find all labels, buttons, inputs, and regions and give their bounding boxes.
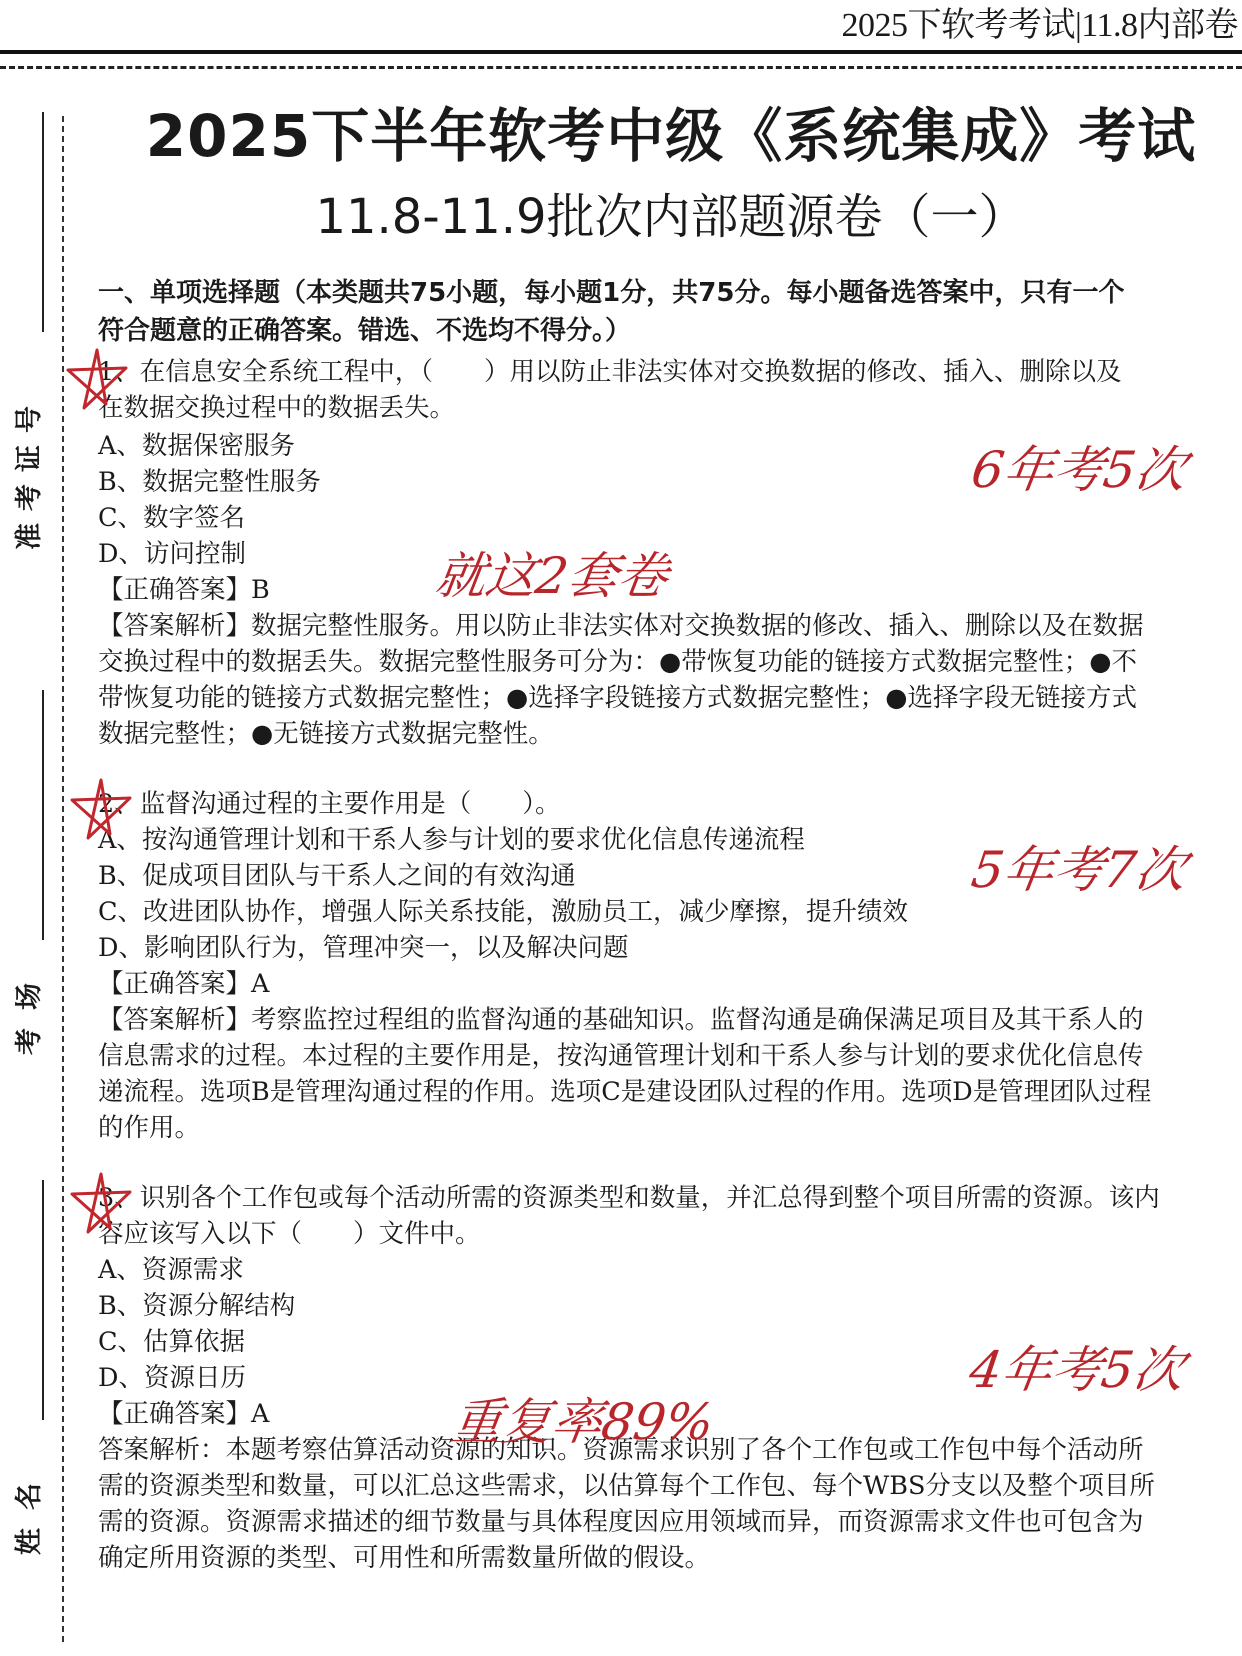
question-3-answer: 【正确答案】A bbox=[98, 1399, 270, 1429]
question-1-option-b: B、数据完整性服务 bbox=[98, 467, 321, 497]
question-2-answer: 【正确答案】A bbox=[98, 969, 270, 999]
question-2-option-d: D、影响团队行为，管理冲突一，以及解决问题 bbox=[98, 933, 629, 963]
question-2-analysis: 信息需求的过程。本过程的主要作用是，按沟通管理计划和干系人参与计划的要求优化信息传 bbox=[98, 1041, 1144, 1071]
question-3-option-b: B、资源分解结构 bbox=[98, 1291, 296, 1321]
handwritten-note-q2: 5年考7次 bbox=[967, 841, 1190, 899]
handwritten-note-q1: 6年考5次 bbox=[967, 441, 1190, 499]
question-3-stem: 容应该写入以下（ ）文件中。 bbox=[98, 1219, 481, 1249]
hand-drawn-star-icon bbox=[62, 346, 132, 416]
hand-drawn-star-icon bbox=[66, 776, 136, 846]
question-2-stem: 2、监督沟通过程的主要作用是（ ）。 bbox=[98, 789, 561, 819]
side-label-name: 姓名 bbox=[14, 1465, 45, 1555]
question-2-analysis: 递流程。选项B是管理沟通过程的作用。选项C是建设团队过程的作用。选项D是管理团队过程 bbox=[98, 1077, 1152, 1107]
question-2-option-b: B、促成项目团队与干系人之间的有效沟通 bbox=[98, 861, 576, 891]
question-2-option-a: A、按沟通管理计划和干系人参与计划的要求优化信息传递流程 bbox=[98, 825, 805, 855]
question-3-stem: 3、识别各个工作包或每个活动所需的资源类型和数量，并汇总得到整个项目所需的资源。该内 bbox=[98, 1183, 1160, 1213]
header-rule bbox=[0, 50, 1242, 54]
margin-line bbox=[42, 690, 44, 940]
question-1-option-d: D、访问控制 bbox=[98, 539, 246, 569]
question-1-option-c: C、数字签名 bbox=[98, 503, 246, 533]
question-1-analysis: 交换过程中的数据丢失。数据完整性服务可分为：●带恢复功能的链接方式数据完整性；●不 bbox=[98, 647, 1138, 677]
question-3-option-d: D、资源日历 bbox=[98, 1363, 246, 1393]
header-dashed-divider bbox=[0, 66, 1242, 69]
section-heading bbox=[98, 274, 1208, 350]
handwritten-note-sets: 就这2套卷 bbox=[431, 547, 672, 605]
question-1-answer: 【正确答案】B bbox=[98, 575, 270, 605]
question-3-analysis: 需的资源。资源需求描述的细节数量与具体程度因应用领域而异，而资源需求文件也可包含为 bbox=[98, 1507, 1144, 1537]
question-3-option-a: A、资源需求 bbox=[98, 1255, 244, 1285]
handwritten-note-rate: 重复率89% bbox=[447, 1393, 718, 1451]
question-1-analysis: 【答案解析】数据完整性服务。用以防止非法实体对交换数据的修改、插入、删除以及在数据 bbox=[98, 611, 1144, 641]
question-2-analysis: 的作用。 bbox=[98, 1113, 201, 1143]
question-1-option-a: A、数据保密服务 bbox=[98, 431, 295, 461]
question-3-option-c: C、估算依据 bbox=[98, 1327, 246, 1357]
question-3-analysis: 需的资源类型和数量，可以汇总这些需求，以估算每个工作包、每个WBS分支以及整个项目所 bbox=[98, 1471, 1155, 1501]
question-1-stem: 在数据交换过程中的数据丢失。 bbox=[98, 393, 456, 423]
question-1-stem: 1、在信息安全系统工程中，（ ）用以防止非法实体对交换数据的修改、插入、删除以及 bbox=[98, 357, 1122, 387]
question-3-analysis: 确定所用资源的类型、可用性和所需数量所做的假设。 bbox=[98, 1543, 711, 1573]
side-label-exam-room: 考场 bbox=[14, 965, 45, 1055]
page-subtitle: 11.8-11.9批次内部题源卷（一） bbox=[315, 189, 1027, 245]
margin-line bbox=[42, 1180, 44, 1420]
header-tag: 2025下软考考试|11.8内部卷 bbox=[841, 7, 1238, 44]
question-3-analysis: 答案解析：本题考察估算活动资源的知识。资源需求识别了各个工作包或工作包中每个活动所 bbox=[98, 1435, 1144, 1465]
section-heading-line: 符合题意的正确答案。错选、不选均不得分。） bbox=[98, 316, 632, 346]
question-1-analysis: 数据完整性；●无链接方式数据完整性。 bbox=[98, 719, 554, 749]
page-title: 2025下半年软考中级《系统集成》考试 bbox=[145, 102, 1197, 170]
question-2-option-c: C、改进团队协作，增强人际关系技能，激励员工，减少摩擦，提升绩效 bbox=[98, 897, 909, 927]
question-1-analysis: 带恢复功能的链接方式数据完整性；●选择字段链接方式数据完整性；●选择字段无链接方式 bbox=[98, 683, 1138, 713]
margin-line bbox=[42, 112, 44, 332]
side-label-ticket-no: 准考证号 bbox=[14, 394, 45, 550]
handwritten-note-q3: 4年考5次 bbox=[965, 1341, 1188, 1399]
hand-drawn-star-icon bbox=[66, 1170, 136, 1240]
section-heading-line: 一、单项选择题（本类题共75小题，每小题1分，共75分。每小题备选答案中，只有一个 bbox=[98, 278, 1125, 308]
margin-dashed-line bbox=[62, 116, 64, 1642]
question-2-analysis: 【答案解析】考察监控过程组的监督沟通的基础知识。监督沟通是确保满足项目及其干系人的 bbox=[98, 1005, 1144, 1035]
